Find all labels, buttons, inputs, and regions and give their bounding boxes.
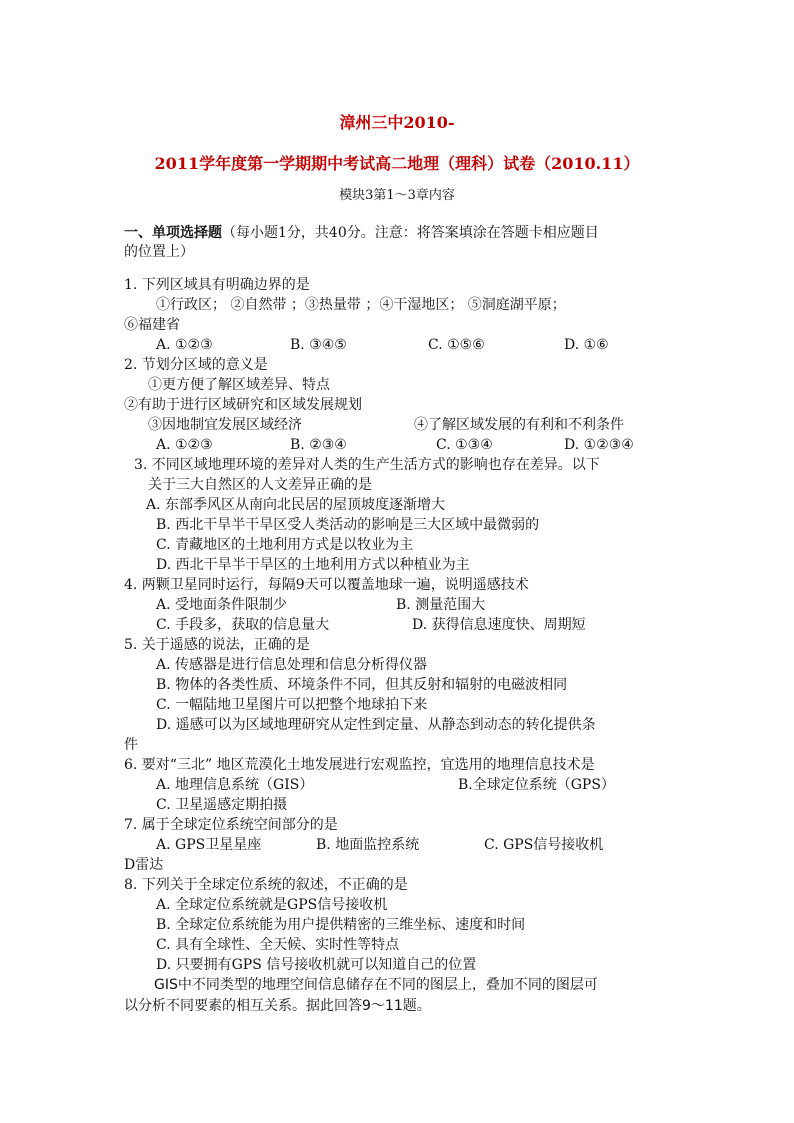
question-5-option-c: C. 一幅陆地卫星图片可以把整个地球拍下来 — [156, 697, 428, 713]
question-8-option-b: B. 全球定位系统能为用户提供精密的三维坐标、速度和时间 — [156, 917, 526, 933]
section-heading-line — [124, 224, 599, 242]
question-3-option-b: B. 西北干旱半干旱区受人类活动的影响是三大区域中最微弱的 — [156, 517, 540, 533]
question-1-option-a: A. ①②③ — [156, 337, 213, 353]
question-8-option-c: C. 具有全球性、全天候、实时性等特点 — [156, 937, 400, 953]
question-4-option-a: A. 受地面条件限制少 — [156, 597, 288, 613]
question-8-stem: 8. 下列关于全球定位系统的叙述，不正确的是 — [124, 877, 408, 893]
question-3-stem: 3. 不同区域地理环境的差异对人类的生产生活方式的影响也存在差异。以下 — [134, 457, 600, 473]
question-1-stem: 1. 下列区域具有明确边界的是 — [124, 277, 310, 293]
question-2-item-2: ②有助于进行区域研究和区域发展规划 — [124, 397, 362, 413]
question-6-option-c: C. 卫星遥感定期拍摄 — [156, 797, 288, 813]
section-note: （每小题1分，共40分。注意：将答案填涂在答题卡相应题目 — [222, 225, 599, 241]
question-6-option-b: B.全球定位系统（GPS） — [458, 777, 615, 793]
question-2-item-3: ③因地制宜发展区域经济 — [148, 417, 302, 433]
question-3-option-c: C. 青藏地区的土地利用方式是以牧业为主 — [156, 537, 414, 553]
question-8-option-d: D. 只要拥有GPS 信号接收机就可以知道自己的位置 — [156, 957, 477, 973]
question-3-option-d: D. 西北干旱半干旱区的土地利用方式以种植业为主 — [156, 557, 470, 573]
question-1-option-b: B. ③④⑤ — [290, 337, 347, 353]
section-note-cont: 的位置上） — [124, 244, 194, 260]
question-1-option-d: D. ①⑥ — [564, 337, 609, 353]
question-2-option-c: C. ①③④ — [436, 437, 493, 453]
question-2-option-a: A. ①②③ — [156, 437, 213, 453]
question-6-stem: 6. 要对“三北” 地区荒漠化土地发展进行宏观监控，宜选用的地理信息技术是 — [124, 757, 595, 773]
question-1-items-cont: ⑥福建省 — [124, 317, 180, 333]
question-2-item-1: ①更方便了解区域差异、特点 — [148, 377, 330, 393]
question-2-stem: 2. 节划分区域的意义是 — [124, 357, 268, 373]
question-7-option-c: C. GPS信号接收机 — [484, 837, 604, 853]
question-4-option-d: D. 获得信息速度快、周期短 — [412, 617, 586, 633]
question-4-option-b: B. 测量范围大 — [396, 597, 486, 613]
question-3-option-a: A. 东部季风区从南向北民居的屋顶坡度逐渐增大 — [146, 497, 446, 513]
question-5-stem: 5. 关于遥感的说法，正确的是 — [124, 637, 310, 653]
question-4-option-c: C. 手段多，获取的信息量大 — [156, 617, 330, 633]
question-7-stem: 7. 属于全球定位系统空间部分的是 — [124, 817, 338, 833]
question-5-option-b: B. 物体的各类性质、环境条件不同，但其反射和辐射的电磁波相同 — [156, 677, 568, 693]
passage-line-1: GIS中不同类型的地理空间信息储存在不同的图层上，叠加不同的图层可 — [154, 977, 598, 993]
question-2-option-d: D. ①②③④ — [564, 437, 634, 453]
question-1-items: ①行政区； ②自然带 ；③热量带 ；④干湿地区； ⑤洞庭湖平原； — [156, 297, 566, 313]
exam-title-line2: 2011学年度第一学期期中考试高二地理（理科）试卷（2010.11） — [154, 154, 640, 173]
question-7-option-d: D雷达 — [124, 857, 164, 873]
question-5-option-a: A. 传感器是进行信息处理和信息分析得仪器 — [156, 657, 428, 673]
question-4-stem: 4. 两颗卫星同时运行，每隔9天可以覆盖地球一遍，说明遥感技术 — [124, 577, 529, 593]
question-7-option-a: A. GPS卫星星座 — [156, 837, 262, 853]
question-5-option-d: D. 遥感可以为区域地理研究从定性到定量、从静态到动态的转化提供条 — [156, 717, 596, 733]
question-2-option-b: B. ②③④ — [290, 437, 347, 453]
question-1-option-c: C. ①⑤⑥ — [428, 337, 485, 353]
exam-title-line1: 漳州三中2010- — [339, 113, 455, 132]
question-7-option-b: B. 地面监控系统 — [316, 837, 420, 853]
section-heading: 一、单项选择题 — [124, 225, 222, 241]
question-2-item-4: ④了解区域发展的有利和不利条件 — [414, 417, 624, 433]
question-6-option-a: A. 地理信息系统（GIS） — [156, 777, 314, 793]
exam-subtitle: 模块3第1～3章内容 — [339, 188, 455, 203]
passage-line-2: 以分析不同要素的相互关系。据此回答9～11题。 — [124, 998, 431, 1014]
question-8-option-a: A. 全球定位系统就是GPS信号接收机 — [156, 897, 388, 913]
question-5-option-d-cont: 件 — [124, 737, 138, 753]
question-3-stem-cont: 关于三大自然区的人文差异正确的是 — [148, 477, 372, 493]
